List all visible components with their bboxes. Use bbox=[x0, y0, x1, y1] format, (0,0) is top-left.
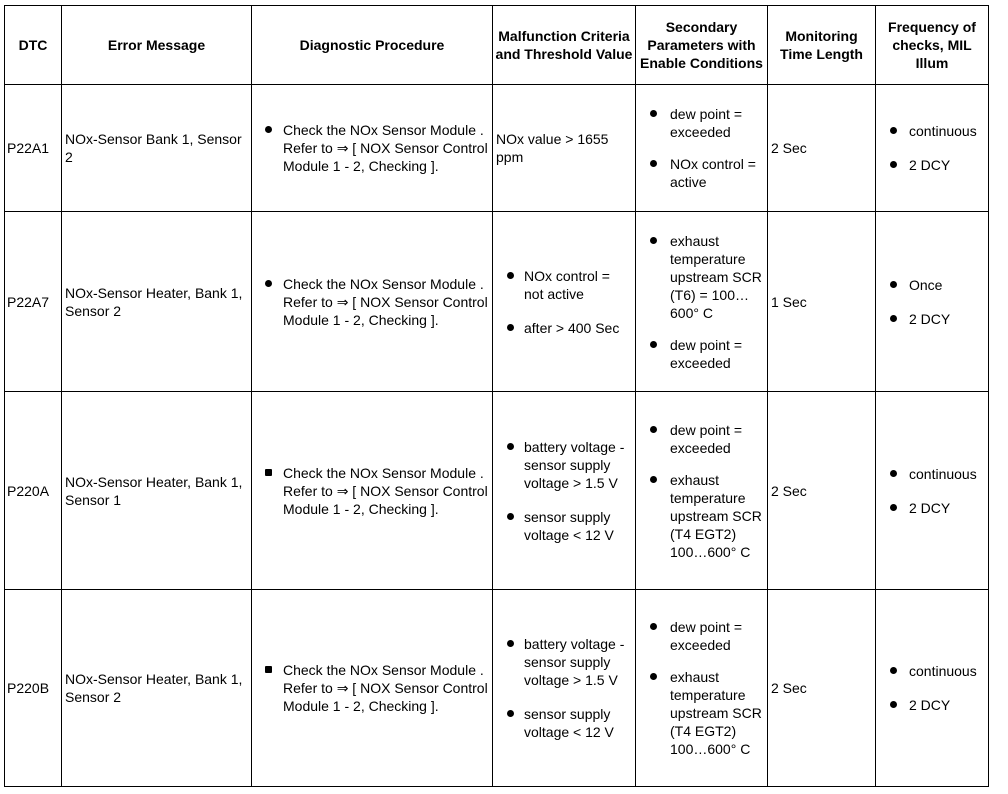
dtc-code: P220A bbox=[5, 392, 62, 590]
malfunction-criteria bbox=[493, 212, 636, 392]
table-row bbox=[5, 590, 989, 787]
dtc-code: P220B bbox=[5, 590, 62, 787]
criteria-item: after > 400 Sec bbox=[496, 319, 633, 337]
table-row bbox=[5, 85, 989, 212]
header-frequency: Frequency of checks, MIL Illum bbox=[876, 6, 989, 85]
header-monitoring-time: Monitoring Time Length bbox=[768, 6, 876, 85]
frequency bbox=[876, 85, 989, 212]
table-row bbox=[5, 392, 989, 590]
header-diagnostic-procedure: Diagnostic Procedure bbox=[252, 6, 493, 85]
secondary-parameters bbox=[636, 85, 768, 212]
secondary-item: dew point = exceeded bbox=[639, 421, 765, 457]
frequency-item: 2 DCY bbox=[879, 696, 986, 714]
header-malfunction-criteria: Malfunction Criteria and Threshold Value bbox=[493, 6, 636, 85]
header-secondary-parameters: Secondary Parameters with Enable Conditions bbox=[636, 6, 768, 85]
criteria-item: battery voltage - sensor supply voltage > 1.5 V bbox=[496, 438, 633, 492]
criteria-item: sensor supply voltage < 12 V bbox=[496, 508, 633, 544]
diagnostic-procedure bbox=[252, 590, 493, 787]
frequency-item: 2 DCY bbox=[879, 310, 986, 328]
malfunction-criteria: NOx value > 1655 ppm bbox=[493, 85, 636, 212]
procedure-item: Check the NOx Sensor Module . Refer to ⇒ [ NOX Sensor Control Module 1 - 2, Checking ]. bbox=[255, 275, 490, 329]
diagnostic-procedure bbox=[252, 392, 493, 590]
diagnostic-procedure bbox=[252, 85, 493, 212]
frequency-item: continuous bbox=[879, 465, 986, 483]
secondary-parameters bbox=[636, 590, 768, 787]
header-dtc: DTC bbox=[5, 6, 62, 85]
diagnostic-procedure bbox=[252, 212, 493, 392]
secondary-parameters bbox=[636, 392, 768, 590]
frequency-item: 2 DCY bbox=[879, 156, 986, 174]
monitoring-time: 2 Sec bbox=[768, 85, 876, 212]
frequency-item: Once bbox=[879, 276, 986, 294]
header-error-message: Error Message bbox=[62, 6, 252, 85]
frequency-item: continuous bbox=[879, 122, 986, 140]
malfunction-criteria bbox=[493, 590, 636, 787]
secondary-item: exhaust temperature upstream SCR (T4 EGT2) 100…600° C bbox=[639, 668, 765, 758]
secondary-item: dew point = exceeded bbox=[639, 105, 765, 141]
frequency-item: continuous bbox=[879, 662, 986, 680]
dtc-table bbox=[4, 5, 989, 787]
header-row bbox=[5, 6, 989, 85]
procedure-item: Check the NOx Sensor Module . Refer to ⇒ [ NOX Sensor Control Module 1 - 2, Checking ]. bbox=[255, 661, 490, 715]
frequency-item: 2 DCY bbox=[879, 499, 986, 517]
secondary-item: dew point = exceeded bbox=[639, 618, 765, 654]
error-message: NOx-Sensor Heater, Bank 1, Sensor 2 bbox=[62, 212, 252, 392]
monitoring-time: 1 Sec bbox=[768, 212, 876, 392]
dtc-code: P22A1 bbox=[5, 85, 62, 212]
criteria-item: sensor supply voltage < 12 V bbox=[496, 705, 633, 741]
monitoring-time: 2 Sec bbox=[768, 392, 876, 590]
secondary-item: NOx control = active bbox=[639, 155, 765, 191]
procedure-item: Check the NOx Sensor Module . Refer to ⇒ [ NOX Sensor Control Module 1 - 2, Checking ]. bbox=[255, 121, 490, 175]
criteria-item: NOx control = not active bbox=[496, 267, 633, 303]
table-row bbox=[5, 212, 989, 392]
procedure-item: Check the NOx Sensor Module . Refer to ⇒ [ NOX Sensor Control Module 1 - 2, Checking ]. bbox=[255, 464, 490, 518]
secondary-item: dew point = exceeded bbox=[639, 336, 765, 372]
secondary-item: exhaust temperature upstream SCR (T4 EGT2) 100…600° C bbox=[639, 471, 765, 561]
error-message: NOx-Sensor Heater, Bank 1, Sensor 2 bbox=[62, 590, 252, 787]
criteria-item: battery voltage - sensor supply voltage > 1.5 V bbox=[496, 635, 633, 689]
malfunction-criteria bbox=[493, 392, 636, 590]
secondary-item: exhaust temperature upstream SCR (T6) = 100…600° C bbox=[639, 232, 765, 322]
frequency bbox=[876, 392, 989, 590]
error-message: NOx-Sensor Bank 1, Sensor 2 bbox=[62, 85, 252, 212]
frequency bbox=[876, 212, 989, 392]
dtc-code: P22A7 bbox=[5, 212, 62, 392]
secondary-parameters bbox=[636, 212, 768, 392]
error-message: NOx-Sensor Heater, Bank 1, Sensor 1 bbox=[62, 392, 252, 590]
monitoring-time: 2 Sec bbox=[768, 590, 876, 787]
frequency bbox=[876, 590, 989, 787]
